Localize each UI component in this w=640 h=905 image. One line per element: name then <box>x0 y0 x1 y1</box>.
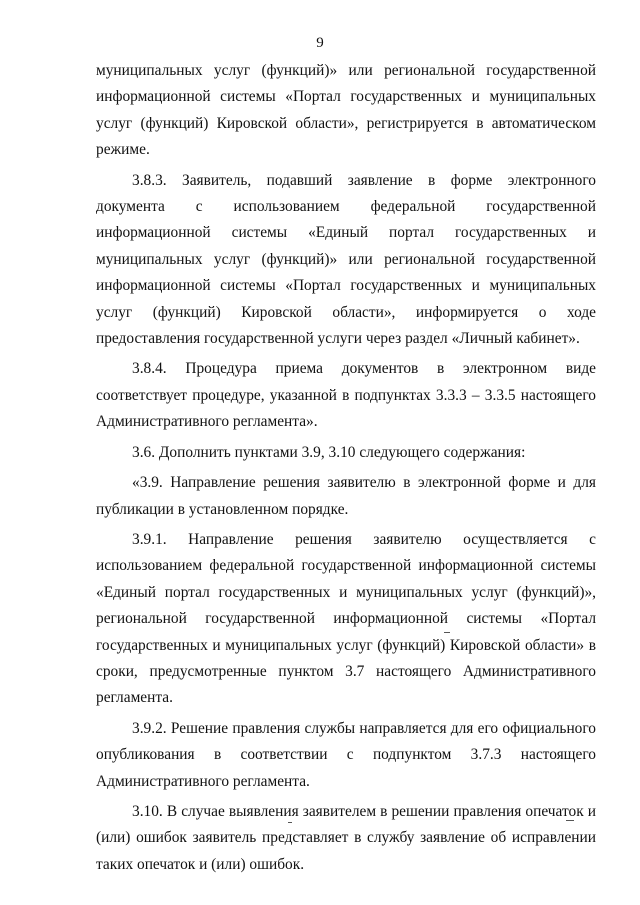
paragraph-continuation: муниципальных услуг (функций)» или региональной государственной информационной системы «Портал государственных и муниципальных услуг (функций) Кировской области», регистрируется в автоматическом режиме. <box>96 62 596 159</box>
paragraph-3-8-3: 3.8.3. Заявитель, подавший заявление в форме электронного документа с использованием федеральной государственной информационной системы «Единый портал государственных и муниципальных услуг (функций)» или региональной государственной информационной системы «Портал государственных и муниципальных услуг (функций) Кировской области», информируется о ходе предоставления государственной услуги через раздел «Личный кабинет». <box>96 171 596 348</box>
paragraph-3-9-1: 3.9.1. Направление решения заявителю осуществляется с использованием федеральной государственной информационной системы «Единый портал государственных и муниципальных услуг (функций)», региональной государственной информационной системы «Портал государственных и муниципальных услуг (функций) Кировской области» в сроки, предусмотренные пунктом 3.7 настоящего Административного регламента. <box>96 530 596 707</box>
document-body <box>96 58 596 878</box>
paragraph-3-8-4: 3.8.4. Процедура приема документов в электронном виде соответствует процедуре, указанной в подпунктах 3.3.3 – 3.3.5 настоящего Административного регламента». <box>96 360 596 431</box>
page-number: 9 <box>316 35 324 51</box>
scan-mark <box>288 822 292 823</box>
scan-mark <box>566 820 574 821</box>
paragraph-3-9-2: 3.9.2. Решение правления службы направляется для его официального опубликования в соответствии с подпунктом 3.7.3 настоящего Административного регламента. <box>96 719 596 790</box>
scan-mark <box>444 632 450 633</box>
paragraph-3-10: 3.10. В случае выявления заявителем в решении правления опечаток и (или) ошибок заявитель представляет в службу заявление об исправлении таких опечаток и (или) ошибок. <box>96 802 596 873</box>
paragraph-3-6: 3.6. Дополнить пунктами 3.9, 3.10 следующего содержания: <box>132 443 526 461</box>
paragraph-3-9: «3.9. Направление решения заявителю в электронной форме и для публикации в установленном порядке. <box>96 474 596 518</box>
